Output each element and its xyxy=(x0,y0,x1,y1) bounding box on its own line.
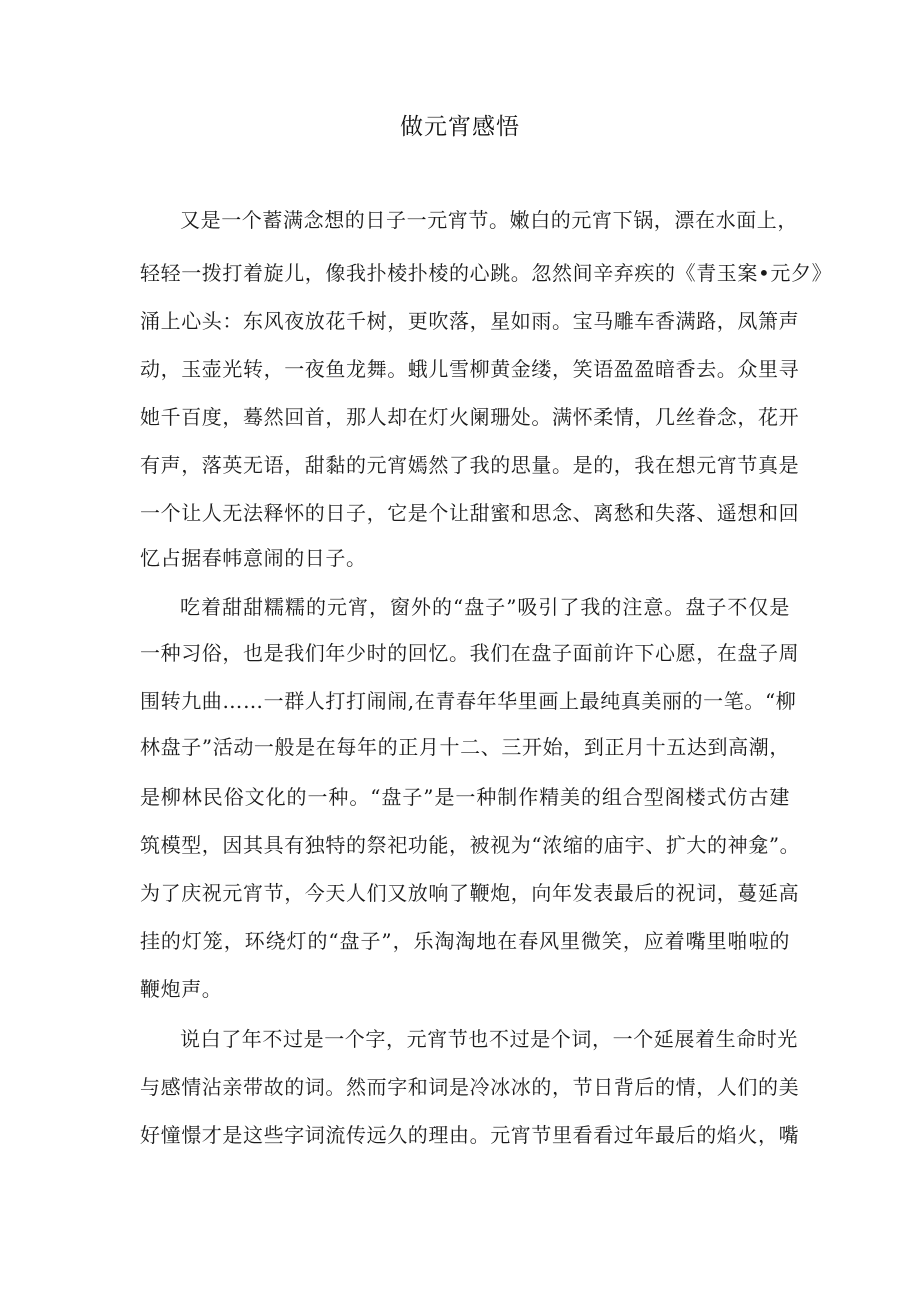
text-line: 一种习俗，也是我们年少时的回忆。我们在盘子面前许下心愿，在盘子周 xyxy=(140,641,800,665)
text-line: 与感情沾亲带故的词。然而字和词是冷冰冰的，节日背后的情，人们的美 xyxy=(140,1075,800,1099)
text-line: 是柳林民俗文化的一种。“盘子”是一种制作精美的组合型阁楼式仿古建 xyxy=(140,785,790,809)
text-line: 吃着甜甜糯糯的元宵，窗外的“盘子”吸引了我的注意。盘子不仅是 xyxy=(180,595,790,619)
text-line: 说白了年不过是一个字，元宵节也不过是个词，一个延展着生命时光 xyxy=(180,1027,798,1051)
text-line: 忆占据春帏意闹的日子。 xyxy=(140,546,367,570)
text-line: 林盘子”活动一般是在每年的正月十二、三开始，到正月十五达到高潮， xyxy=(140,735,790,759)
text-line: 围转九曲……一群人打打闹闹,在青春年华里画上最纯真美丽的一笔。“柳 xyxy=(140,689,797,713)
text-line: 动，玉壶光转，一夜鱼龙舞。蛾儿雪柳黄金缕，笑语盈盈暗香去。众里寻 xyxy=(140,357,800,381)
text-line: 鞭炮声。 xyxy=(140,977,223,1001)
text-line: 一个让人无法释怀的日子，它是个让甜蜜和思念、离愁和失落、遥想和回 xyxy=(140,501,800,525)
text-line: 好憧憬才是这些字词流传远久的理由。元宵节里看看过年最后的焰火，嘴 xyxy=(140,1123,800,1147)
text-line: 筑模型，因其具有独特的祭祀功能，被视为“浓缩的庙宇、扩大的神龛”。 xyxy=(140,833,801,857)
text-line: 涌上心头：东风夜放花千树，更吹落，星如雨。宝马雕车香满路，凤箫声 xyxy=(140,309,800,333)
text-line: 她千百度，蓦然回首，那人却在灯火阑珊处。满怀柔情，几丝眷念，花开 xyxy=(140,405,800,429)
text-line: 挂的灯笼，环绕灯的“盘子”，乐淘淘地在春风里微笑，应着嘴里啪啦的 xyxy=(140,929,790,953)
text-line: 轻轻一拨打着旋儿，像我扑棱扑棱的心跳。忽然间辛弃疾的《青玉案•元夕》 xyxy=(140,261,833,285)
text-line: 有声，落英无语，甜黏的元宵嫣然了我的思量。是的，我在想元宵节真是 xyxy=(140,453,800,477)
text-line: 又是一个蓄满念想的日子一元宵节。嫩白的元宵下锅，漂在水面上， xyxy=(180,208,798,232)
document-title: 做元宵感悟 xyxy=(400,114,520,140)
text-line: 为了庆祝元宵节，今天人们又放响了鞭炮，向年发表最后的祝词，蔓延高 xyxy=(140,881,800,905)
